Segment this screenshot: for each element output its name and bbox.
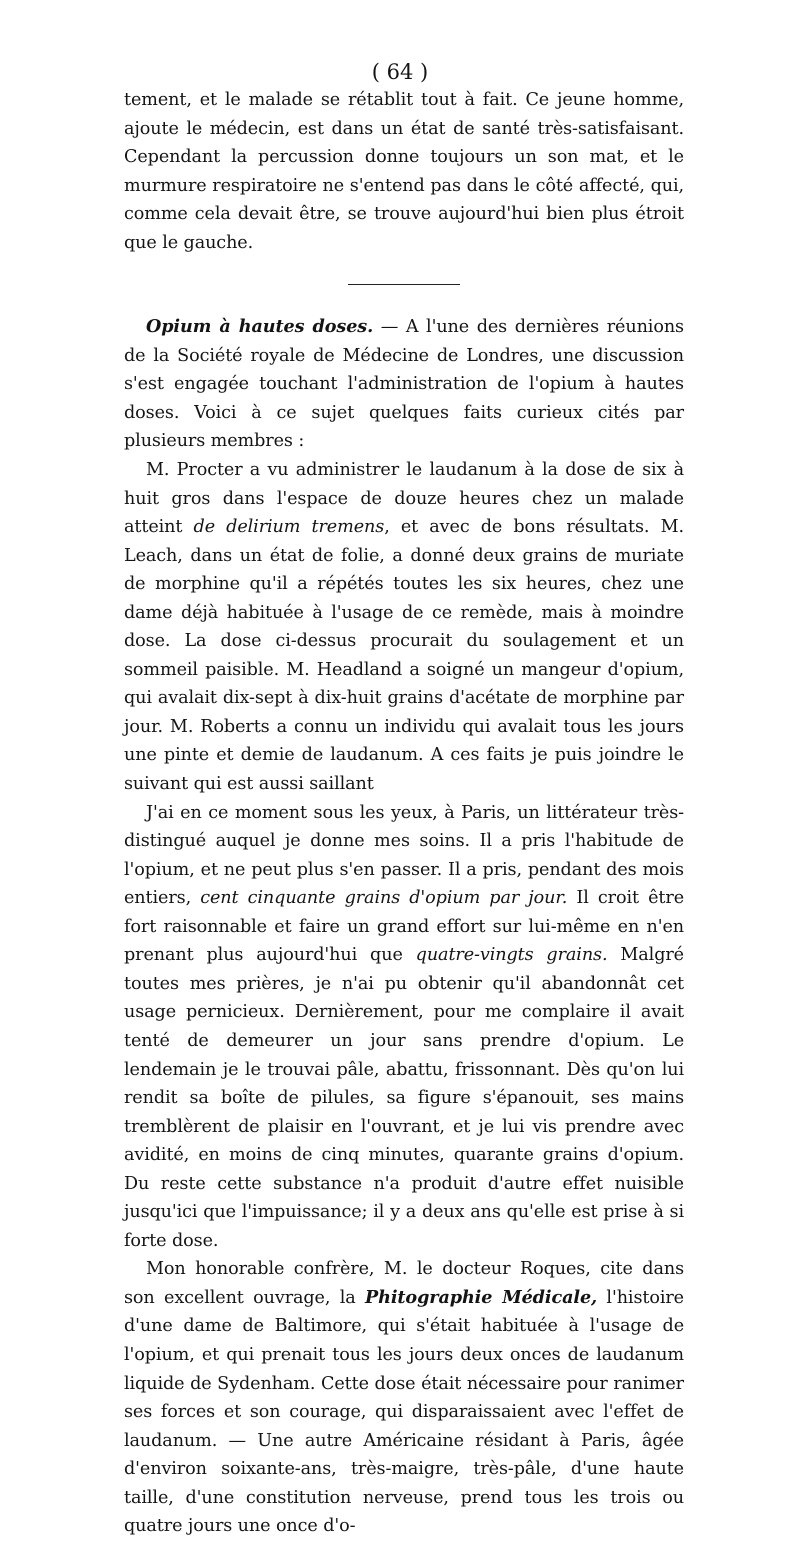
paragraph-text: , et avec de bons résultats. M. Leach, dans un état de folie, a donné deux grains de muriate de morphine qu'il a répétés toutes les six heures, chez une dame déjà habituée à l'usage de ce remède, mais à moindre dose. La dose ci-dessus procurait du soulagement et un sommeil paisible. M. Headland a soigné un mangeur d'opium, qui avalait dix-sept à dix-huit grains d'acétate de morphine par jour. M. Roberts a connu un individu qui avalait tous les jours une pinte et demie de laudanum. A ces faits je puis joindre le suivant qui est aussi saillant [124,517,684,795]
paragraph-text: Mon honorable confrère, M. le docteur Roques, cite dans son excellent ouvrage, la [124,1259,684,1308]
italic-term: de delirium tremens [193,517,385,538]
italic-emphasis: cent cinquante grains d'opium par jour. [200,888,568,909]
paragraph-text: J'ai en ce moment sous les yeux, à Paris, un littérateur très-distingué auquel je donne mes soins. Il a pris l'habitude de l'opium, et ne peut plus s'en passer. Il a pris, pendant des mois entiers, [124,802,684,909]
paragraph-procter [124,456,684,799]
paragraph-text: Malgré toutes mes prières, je n'ai pu obtenir qu'il abandonnât cet usage pernicieux. Dernièrement, pour me complaire il avait tenté de demeurer un jour sans prendre d'opium. Le lendemain je le trouvai pâle, abattu, frissonnant. Dès qu'on lui rendit sa boîte de pilules, sa figure s'épanouit, ses mains tremblèrent de plaisir en l'ouvrant, et je lui vis prendre avec avidité, en moins de cinq minutes, quarante grains d'opium. Du reste cette substance n'a produit d'autre effet nuisible jusqu'ici que l'impuissance; il y a deux ans qu'elle est prise à si forte dose. [124,945,684,1251]
page-number: ( 64 ) [371,60,429,84]
paragraph-roques [124,1255,684,1540]
section-heading: Opium à hautes doses. [146,316,374,338]
paragraph-text: — A l'une des dernières réunions de la Société royale de Médecine de Londres, une discussion s'est engagée touchant l'administration de l'opium à hautes doses. Voici à ce sujet quelques faits curieux cités par plusieurs membres : [124,317,684,452]
paragraph-opium-intro [124,313,684,456]
paragraph-litterateur [124,799,684,1256]
section-divider [348,284,460,285]
book-title: Phitographie Médicale, [365,1286,598,1308]
body-text [124,86,684,1541]
paragraph-text: Il croit être fort raisonnable et faire un grand effort sur lui-même en n'en prenant plus aujourd'hui que [124,888,685,966]
paragraph-text: M. Procter a vu administrer le laudanum à la dose de six à huit gros dans l'espace de douze heures chez un malade atteint [124,460,684,538]
paragraph-continuation: tement, et le malade se rétablit tout à fait. Ce jeune homme, ajoute le médecin, est dans un état de santé très-satisfaisant. Cependant la percussion donne toujours un son mat, et le murmure respiratoire ne s'entend pas dans le côté affecté, qui, comme cela devait être, se trouve aujourd'hui bien plus étroit que le gauche. [124,90,684,253]
italic-emphasis: quatre-vingts grains. [415,945,608,966]
paragraph-text: l'histoire d'une dame de Baltimore, qui s'était habituée à l'usage de l'opium, et qui prenait tous les jours deux onces de laudanum liquide de Sydenham. Cette dose était nécessaire pour ranimer ses forces et son courage, qui disparaissaient avec l'effet de laudanum. — Une autre Américaine résidant à Paris, âgée d'environ soixante-ans, très-maigre, très-pâle, d'une haute taille, d'une constitution nerveuse, prend tous les trois ou quatre jours une once d'o- [124,1287,684,1537]
